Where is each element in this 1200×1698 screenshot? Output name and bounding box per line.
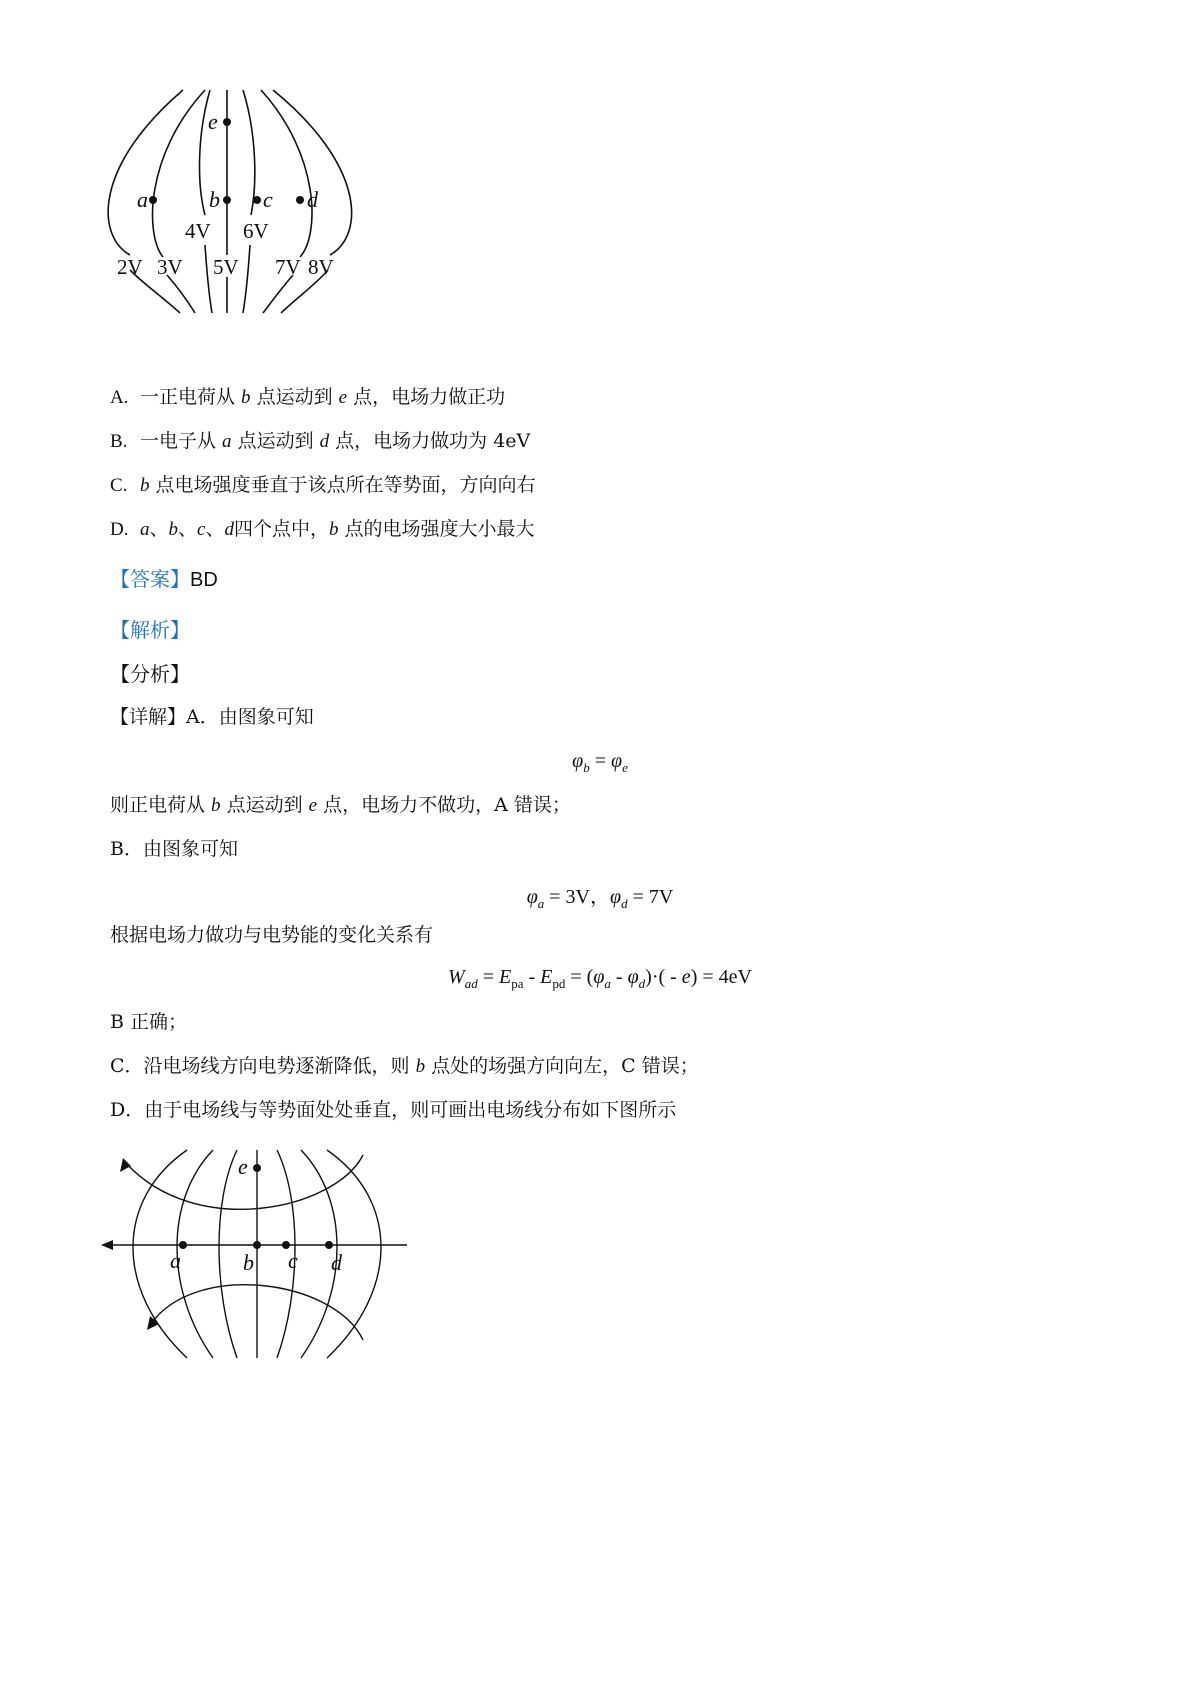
equation-phi-a-d: $\varphi_a = 3V$，$\varphi_d = 7V$ [526,886,674,911]
arrow-up-left-icon [120,1158,131,1172]
detail-c: C．沿电场线方向电势逐渐降低，则 b 点处的场强方向向左，C 错误； [110,1055,699,1077]
equation-phi-b-e: $\varphi_b = \varphi_e$ [572,750,628,775]
point-b-label: b [209,187,220,212]
equipotential-2v-top [108,90,183,255]
point-e-label: e [208,109,218,134]
fig2-point-a-label: a [170,1248,181,1273]
voltage-5v: 5V [213,255,239,279]
detail-a-conclusion: 则正电荷从 b 点运动到 e 点，电场力不做功，A 错误； [110,794,571,816]
equation-work: $W_{ad} = E_{pa} - E_{pd} = (\varphi_a - \varphi_d)\cdot( - e) = 4eV$ [448,966,752,991]
option-b: B. 一电子从 a 点运动到 d 点，电场力做功为 4eV [110,430,531,452]
voltage-7v: 7V [275,255,301,279]
equipotential-4v-bottom [205,245,212,313]
equipotential-3v-bottom [167,275,195,313]
voltage-8v: 8V [308,255,334,279]
answer-tag: 【答案】 [110,567,190,591]
option-a: A. 一正电荷从 b 点运动到 e 点，电场力做正功 [110,386,506,408]
point-d-label: d [307,187,318,212]
fig2-point-d-label: d [331,1250,342,1275]
answer-value: BD [190,569,218,591]
option-d: D. a、b、c、d四个点中，b 点的电场强度大小最大 [110,518,535,540]
fenxi-tag: 【分析】 [110,662,190,686]
voltage-6v: 6V [243,219,269,243]
detail-b-relation: 根据电场力做功与电势能的变化关系有 [110,924,434,946]
option-c: C. b 点电场强度垂直于该点所在等势面，方向向右 [110,474,536,496]
detail-head: 【详解】A．由图象可知 [110,706,314,728]
detail-b-correct: B 正确； [110,1011,188,1033]
voltage-3v: 3V [157,255,183,279]
analysis-tag: 【解析】 [110,618,190,642]
voltage-2v: 2V [117,255,143,279]
detail-d: D．由于电场线与等势面处处垂直，则可画出电场线分布如下图所示 [110,1099,677,1121]
equipotential-figure [95,85,385,325]
fig2-point-c-label: c [288,1248,298,1273]
fig2-point-b-label: b [243,1250,254,1275]
answer-line [110,566,218,593]
arrow-down-left-icon [147,1316,159,1330]
field-line-figure [95,1140,415,1365]
fig2-point-e-label: e [238,1154,248,1179]
point-a-label: a [137,187,148,212]
arrow-left-icon [101,1240,113,1250]
detail-b-head: B．由图象可知 [110,838,238,860]
point-c-label: c [263,187,273,212]
voltage-4v: 4V [185,219,211,243]
